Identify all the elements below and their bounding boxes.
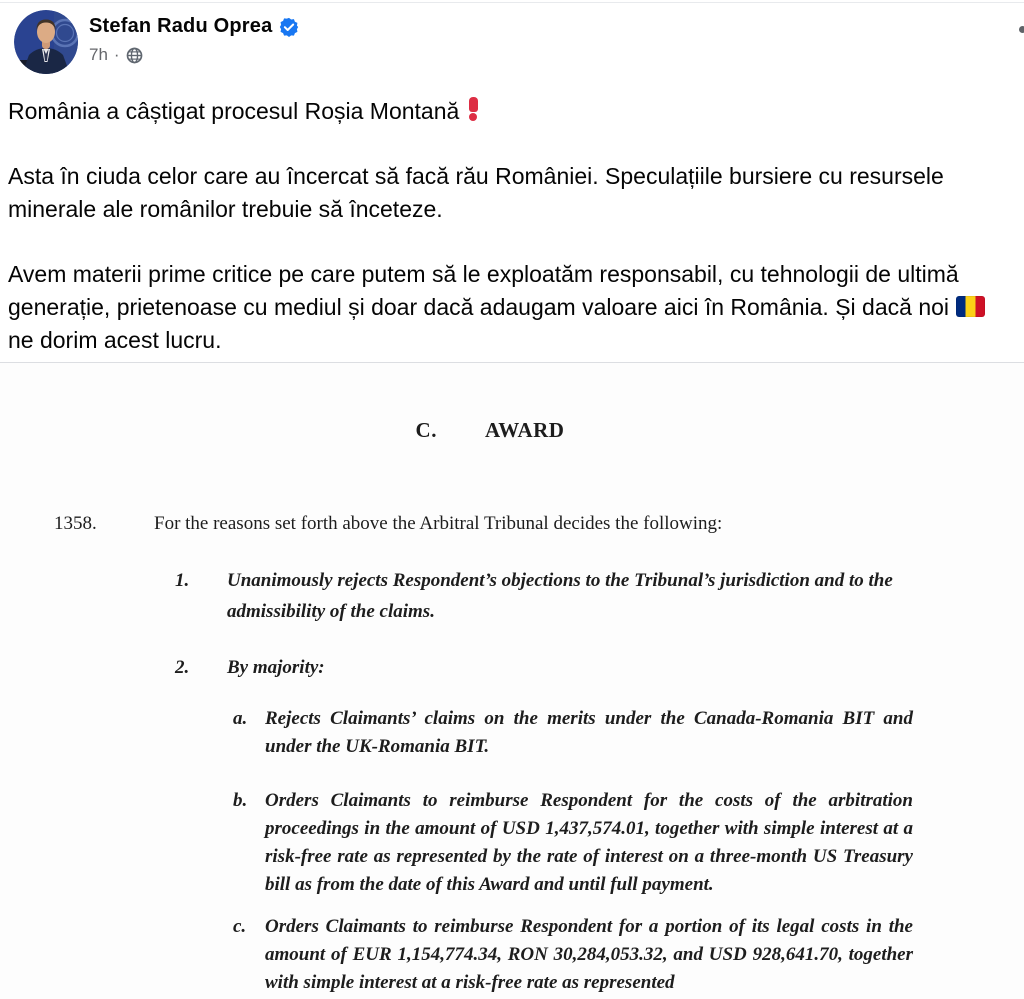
paragraph-1 (8, 95, 1010, 128)
post-top-border (0, 2, 1024, 3)
red-exclamation-icon (468, 97, 480, 122)
author-name[interactable]: Stefan Radu Oprea (89, 15, 273, 37)
decision-2 (175, 652, 1024, 683)
decision-1-marker: 1. (175, 570, 190, 591)
attached-document-image[interactable] (0, 363, 1024, 999)
paragraph-3 (8, 258, 1010, 357)
globe-public-icon (126, 47, 143, 64)
decision-1-text: Unanimously rejects Respondent’s objections to the Tribunal’s jurisdiction and to the admissibility of the claims. (227, 570, 893, 622)
paragraph-3-text-before: Avem materii prime critice pe care putem să le exploatăm responsabil, cu tehnologii de ultimă generație, prietenoase cu mediul și doar dacă adaugam valoare aici în România. Și dacă noi (8, 261, 959, 320)
avatar[interactable] (14, 10, 78, 74)
heading-title: AWARD (484, 418, 565, 442)
sub-decision-a-marker: a. (233, 708, 248, 729)
decision-2-text: By majority: (227, 657, 325, 678)
document-intro-paragraph (0, 513, 1024, 535)
paragraph-3-text-after: ne dorim acest lucru. (8, 327, 222, 353)
paragraph-2: Asta în ciuda celor care au încercat să facă rău României. Speculațiile bursiere cu resursele minerale ale românilor trebuie să înceteze. (8, 163, 944, 222)
sub-decision-c-marker: c. (233, 916, 247, 937)
meta-separator: · (113, 45, 120, 64)
verified-badge-icon (279, 17, 299, 37)
post-text (8, 95, 1010, 389)
sub-decision-b-marker: b. (233, 790, 248, 811)
sub-decision-b (233, 787, 1024, 899)
sub-decision-c (233, 913, 1024, 997)
decision-2-marker: 2. (175, 657, 190, 678)
header-text (89, 10, 299, 74)
paragraph-1-text: România a câștigat procesul Roșia Montană (8, 98, 460, 124)
post-header (14, 10, 299, 74)
romania-flag-icon (956, 296, 985, 317)
timestamp[interactable]: 7h (89, 45, 108, 64)
heading-letter: C. (415, 418, 437, 442)
sub-decision-c-text: Orders Claimants to reimburse Respondent for a portion of its legal costs in the amount of EUR 1,154,774.34, RON 30,284,053.32, and USD 928,641.70, together with simple interest at a risk-free rate as represented (265, 916, 913, 993)
document-heading (0, 418, 1002, 443)
post-meta (89, 45, 299, 65)
sub-decision-a-text: Rejects Claimants’ claims on the merits under the Canada-Romania BIT and under the UK-Romania BIT. (265, 708, 913, 757)
paragraph-number: 1358. (54, 513, 97, 534)
decision-1 (175, 565, 1024, 627)
more-menu-icon[interactable] (1019, 26, 1024, 33)
author-row (89, 15, 299, 38)
sub-decision-a (233, 705, 1024, 761)
sub-decision-b-text: Orders Claimants to reimburse Respondent for the costs of the arbitration proceedings in the amount of USD 1,437,574.01, together with simple interest at a risk-free rate as represented by the rate of interest on a three-month US Treasury bill as from the date of this Award and until full payment. (265, 790, 913, 895)
avatar-illustration (14, 10, 78, 74)
intro-text: For the reasons set forth above the Arbitral Tribunal decides the following: (154, 513, 723, 534)
